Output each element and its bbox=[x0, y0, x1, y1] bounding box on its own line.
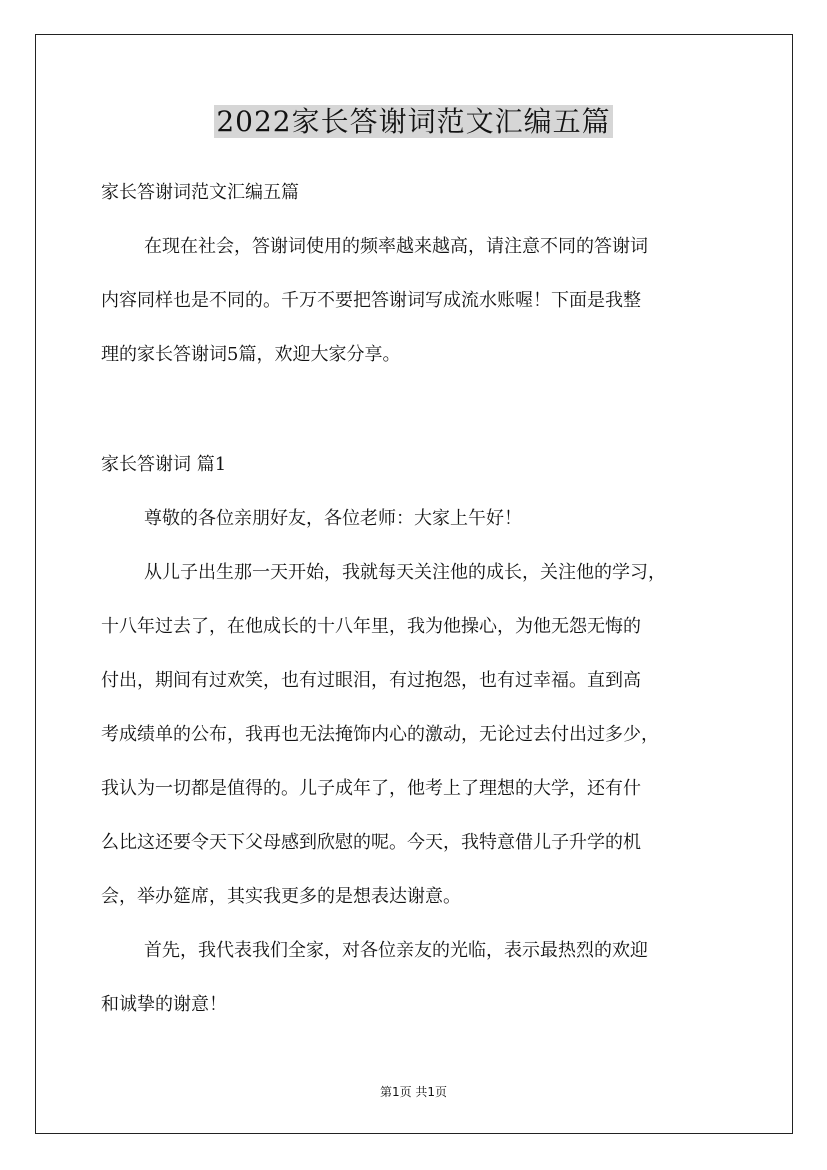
page-footer: 第1页 共1页 bbox=[379, 1085, 448, 1099]
document-title bbox=[0, 100, 827, 144]
body-line: 十八年过去了，在他成长的十八年里，我为他操心，为他无怨无悔的 bbox=[101, 616, 641, 637]
body-line: 考成绩单的公布，我再也无法掩饰内心的激动，无论过去付出过多少， bbox=[101, 724, 659, 745]
body-line: 会，举办筵席，其实我更多的是想表达谢意。 bbox=[101, 886, 461, 907]
body-line: 么比这还要令天下父母感到欣慰的呢。今天，我特意借儿子升学的机 bbox=[101, 832, 641, 853]
subtitle: 家长答谢词范文汇编五篇 bbox=[101, 182, 299, 203]
section-heading: 家长答谢词 篇1 bbox=[101, 454, 227, 475]
intro-line: 内容同样也是不同的。千万不要把答谢词写成流水账喔！下面是我整 bbox=[101, 290, 641, 311]
document-body bbox=[101, 173, 733, 1039]
body-line: 首先，我代表我们全家，对各位亲友的光临，表示最热烈的欢迎 bbox=[144, 940, 648, 961]
document-title-text: 2022家长答谢词范文汇编五篇 bbox=[216, 105, 611, 138]
intro-line: 在现在社会，答谢词使用的频率越来越高，请注意不同的答谢词 bbox=[144, 236, 648, 257]
body-line: 付出，期间有过欢笑，也有过眼泪，有过抱怨，也有过幸福。直到高 bbox=[101, 670, 641, 691]
greeting-line: 尊敬的各位亲朋好友，各位老师：大家上午好！ bbox=[144, 508, 522, 529]
intro-line: 理的家长答谢词5篇，欢迎大家分享。 bbox=[101, 344, 401, 365]
paragraph-spacer bbox=[101, 389, 733, 445]
body-line: 和诚挚的谢意！ bbox=[101, 994, 227, 1015]
body-line: 我认为一切都是值得的。儿子成年了，他考上了理想的大学，还有什 bbox=[101, 778, 641, 799]
body-line: 从儿子出生那一天开始，我就每天关注他的成长，关注他的学习， bbox=[144, 562, 666, 583]
